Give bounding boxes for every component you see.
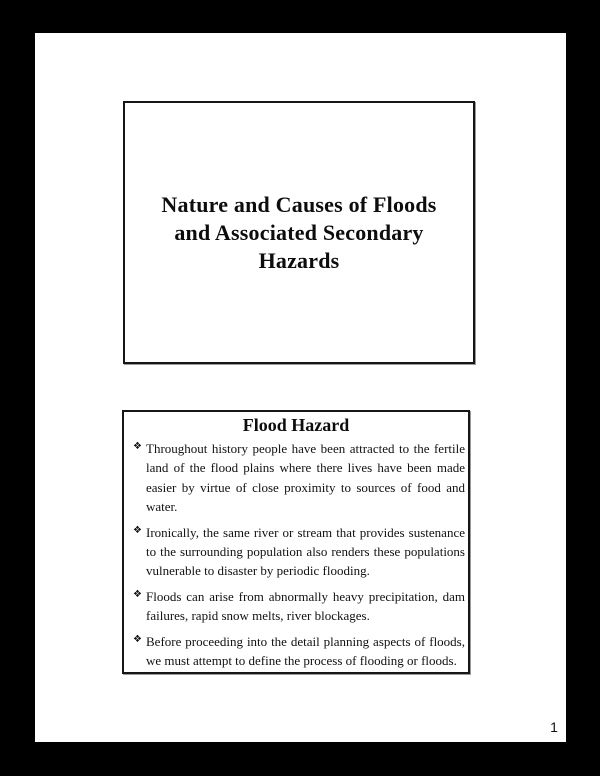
bullet-text: Floods can arise from abnormally heavy precipitation, dam failures, rapid snow melts, river blockages. <box>146 588 465 624</box>
slide-1-title: Nature and Causes of Floods and Associated Secondary Hazards <box>161 191 437 273</box>
diamond-bullet-icon: ❖ <box>133 633 142 645</box>
bullet-item <box>133 523 465 581</box>
bullet-item <box>133 632 465 671</box>
page-number: 1 <box>550 719 558 735</box>
diamond-bullet-icon: ❖ <box>133 588 142 600</box>
slide-1 <box>123 101 475 364</box>
diamond-bullet-icon: ❖ <box>133 524 142 536</box>
bullet-item <box>133 587 465 626</box>
bullet-text: Ironically, the same river or stream that provides sustenance to the surrounding population also renders these populations vulnerable to disaster by periodic flooding. <box>146 524 465 579</box>
slide-2-title: Flood Hazard <box>242 415 350 435</box>
diamond-bullet-icon: ❖ <box>133 441 142 452</box>
bullet-item <box>133 439 465 517</box>
bullet-text: Before proceeding into the detail planning aspects of floods, we must attempt to define the process of flooding or floods. <box>146 633 465 669</box>
document-page <box>35 33 566 742</box>
bullet-list <box>133 439 465 670</box>
bullet-text: Throughout history people have been attracted to the fertile land of the flood plains where there lives have been made easier by virtue of close proximity to sources of food and water. <box>146 441 465 515</box>
slide-2 <box>122 410 470 674</box>
